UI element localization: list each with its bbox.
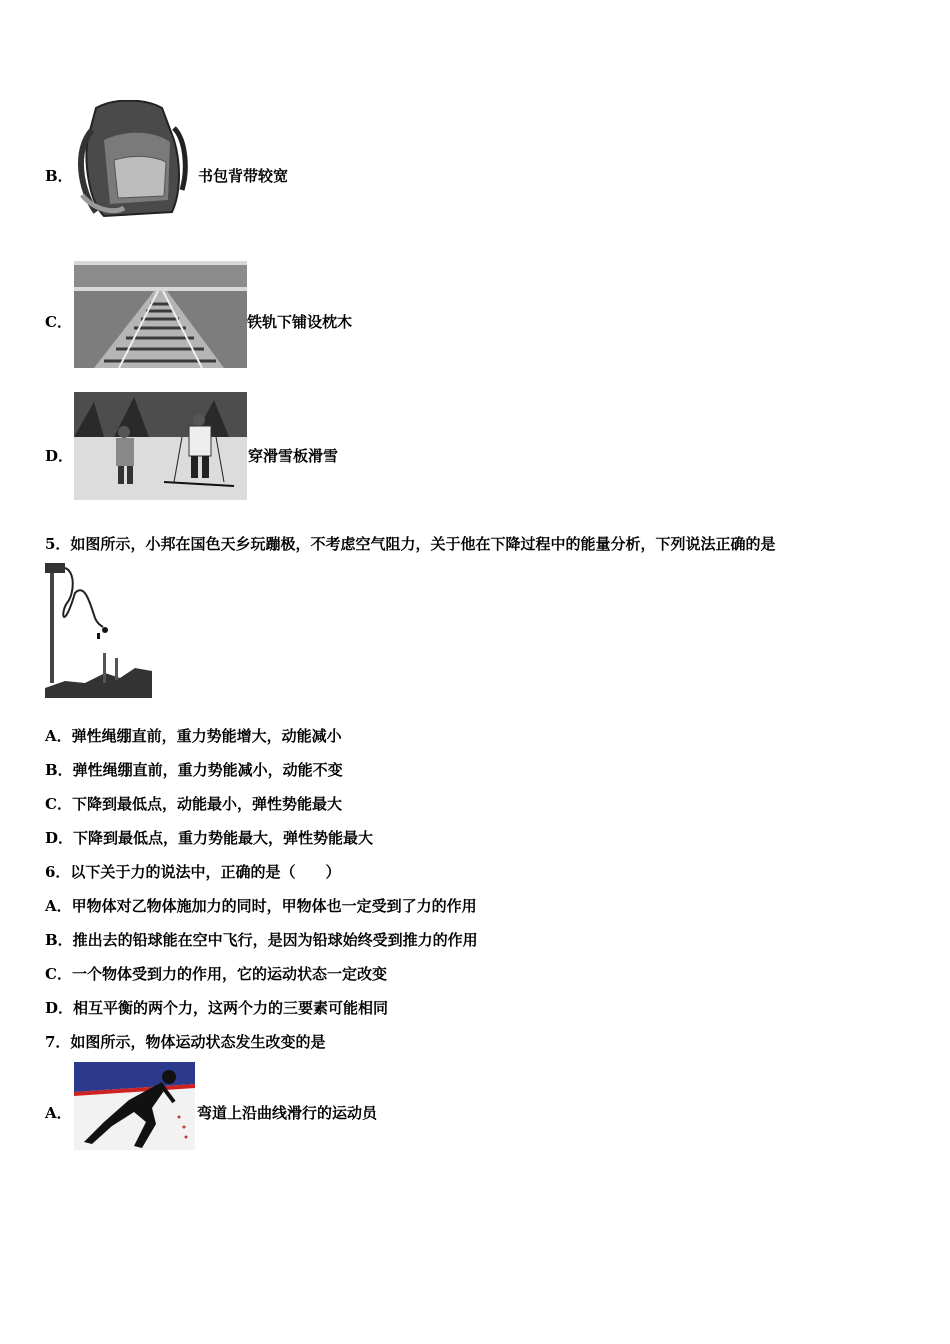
speed-skater-image: [74, 1062, 195, 1150]
option-text-b: 书包背带较宽: [198, 167, 289, 185]
railway-image: [74, 261, 247, 368]
skiing-image: [74, 392, 247, 500]
backpack-image: [74, 100, 190, 218]
bungee-jumping-image: [45, 563, 152, 698]
option-letter-c: C．: [45, 313, 72, 331]
question-7-stem: 7．如图所示，物体运动状态发生改变的是: [45, 1033, 326, 1051]
question-5-option-b[interactable]: B．弹性绳绷直前，重力势能减小，动能不变: [45, 761, 343, 779]
question-5-option-c[interactable]: C．下降到最低点，动能最小，弹性势能最大: [45, 795, 342, 813]
question-6-option-a[interactable]: A．甲物体对乙物体施加力的同时，甲物体也一定受到了力的作用: [45, 897, 477, 915]
option-letter-b: B．: [45, 167, 73, 185]
question-6-option-d[interactable]: D．相互平衡的两个力，这两个力的三要素可能相同: [45, 999, 389, 1017]
question-6-option-c[interactable]: C．一个物体受到力的作用，它的运动状态一定改变: [45, 965, 387, 983]
option-text-c: 铁轨下铺设枕木: [247, 313, 353, 331]
question-5-stem: 5．如图所示，小邦在国色天乡玩蹦极，不考虑空气阻力，关于他在下降过程中的能量分析，下列说法正确的是: [45, 535, 776, 553]
option-letter-d: D．: [45, 447, 74, 465]
question-7-option-letter-a: A．: [45, 1104, 72, 1122]
question-5-option-d[interactable]: D．下降到最低点，重力势能最大，弹性势能最大: [45, 829, 374, 847]
question-5-option-a[interactable]: A．弹性绳绷直前，重力势能增大，动能减小: [45, 727, 342, 745]
question-6-stem: 6．以下关于力的说法中，正确的是（ ）: [45, 863, 341, 881]
question-6-option-b[interactable]: B．推出去的铅球能在空中飞行，是因为铅球始终受到推力的作用: [45, 931, 478, 949]
question-7-option-text-a[interactable]: 弯道上沿曲线滑行的运动员: [197, 1104, 378, 1122]
option-text-d: 穿滑雪板滑雪: [248, 447, 339, 465]
